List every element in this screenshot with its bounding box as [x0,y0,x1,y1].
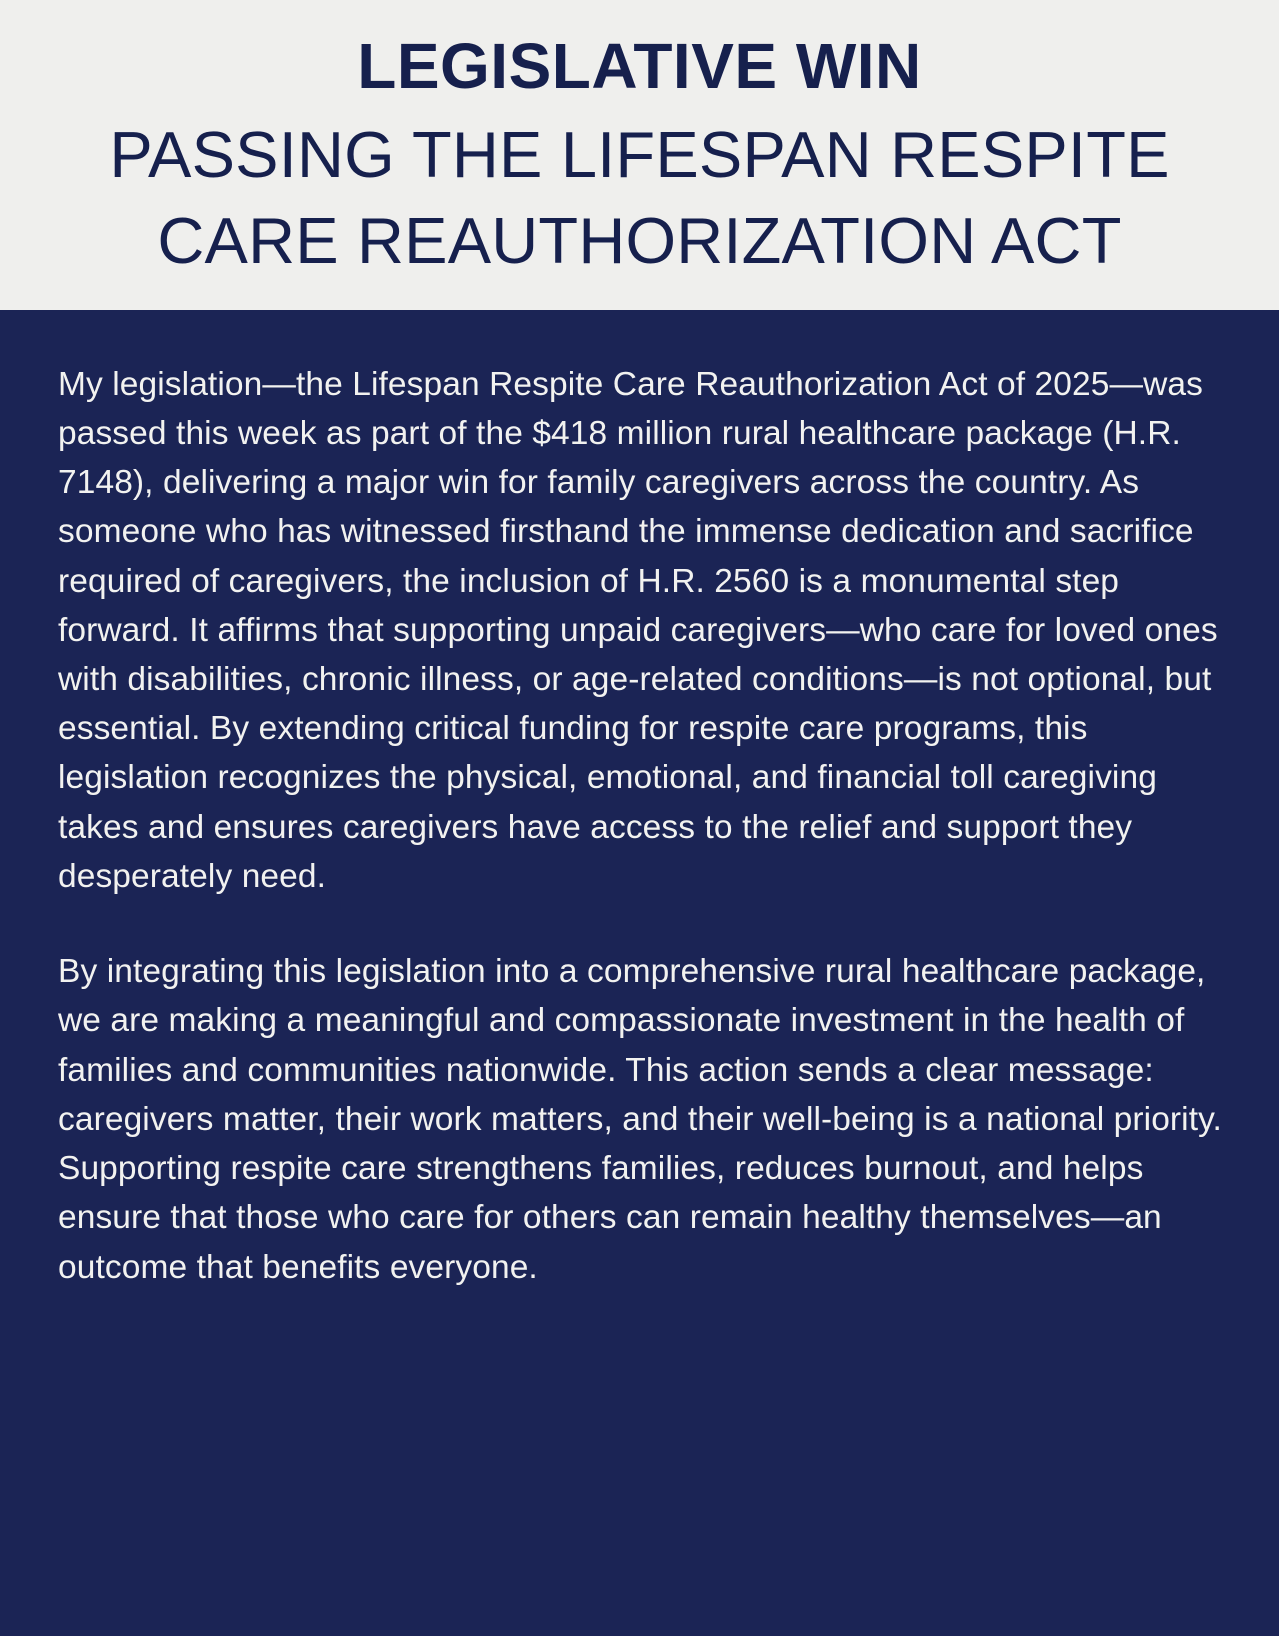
eyebrow-title: LEGISLATIVE WIN [357,30,922,102]
body-paragraph-1: My legislation—the Lifespan Respite Care Reauthorization Act of 2025—was passed this week as part of the $418 million rural healthcare package (H.R. 7148), delivering a major win for family caregivers across the country. As someone who has witnessed firsthand the immense dedication and sacrifice required of caregivers, the inclusion of H.R. 2560 is a monumental step forward. It affirms that supporting unpaid caregivers—who care for loved ones with disabilities, chronic illness, or age-related conditions—is not optional, but essential. By extending critical funding for respite care programs, this legislation recognizes the physical, emotional, and financial toll caregiving takes and ensures caregivers have access to the relief and support they desperately need. [58,365,1218,895]
body-paragraph-2: By integrating this legislation into a comprehensive rural healthcare package, we are making a meaningful and compassionate investment in the health of families and communities nationwide. This action sends a clear message: caregivers matter, their work matters, and their well-being is a national priority. Supporting respite care strengthens families, reduces burnout, and helps ensure that those who care for others can remain healthy themselves—an outcome that benefits everyone. [58,953,1222,1286]
header-banner [0,0,1279,310]
page-title: PASSING THE LIFESPAN RESPITE CARE REAUTHORIZATION ACT [109,118,1170,277]
body-section [0,310,1279,1636]
